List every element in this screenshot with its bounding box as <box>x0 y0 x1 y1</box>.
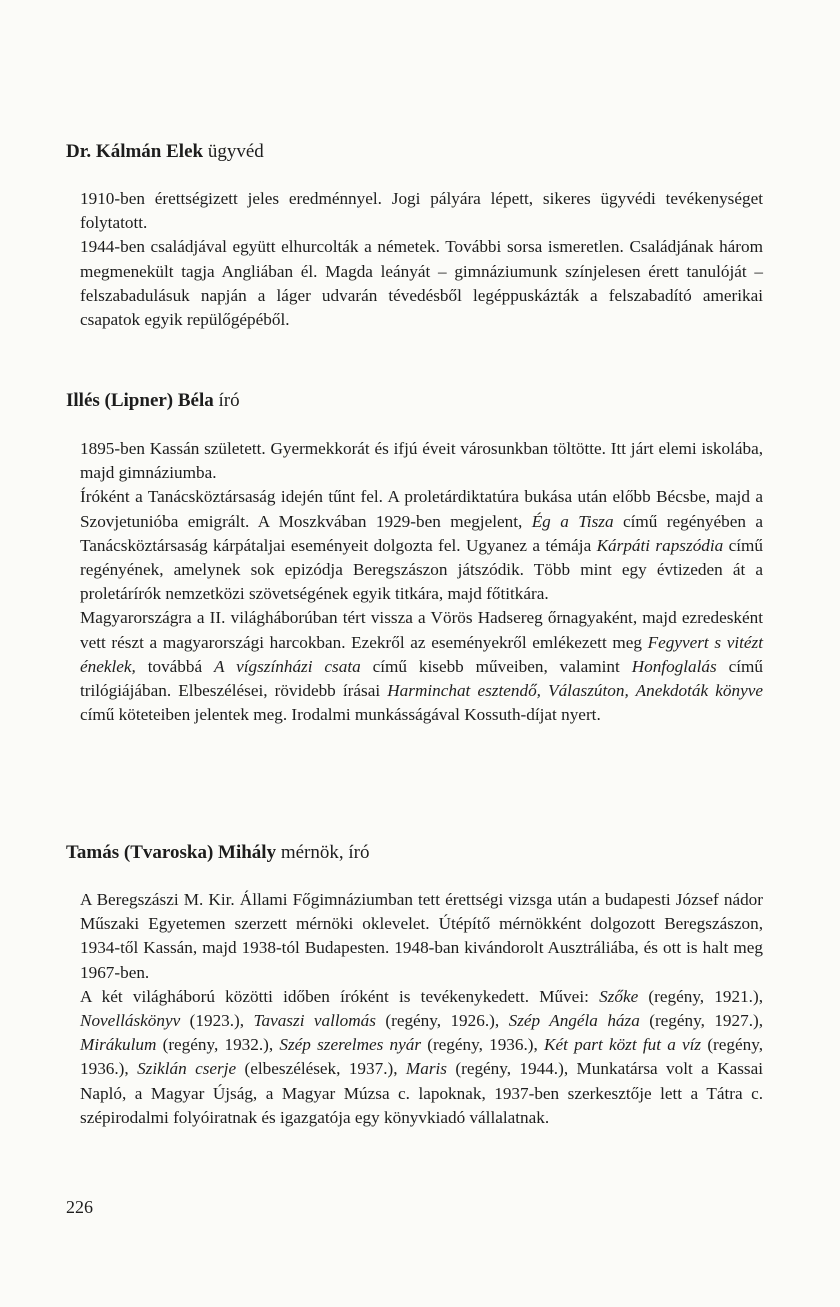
entry-body-kalman <box>80 187 763 332</box>
entry-name: Dr. Kálmán Elek <box>66 141 204 162</box>
work-title: Maris <box>405 1059 447 1079</box>
paragraph: A két világháború közötti időben íróként is tevékenykedett. Művei: Szőke (regény, 1921.), Novelláskönyv (1923.), Tavaszi vallomás (regény, 1926.), Szép Angéla háza (regény, 1927.), Mirákulum (regény, 1932.), Szép szerelmes nyár (regény, 1936.), Két part közt fut a víz (regény, 1936.), Sziklán cserje (elbeszélések, 1937.), Maris (regény, 1944.), Munkatársa volt a Kassai Napló, a Magyar Újság, a Magyar Múzsa c. lapoknak, 1937-ben szerkesztője lett a Tátra c. szépirodalmi folyóiratnak és igazgatója egy könyvkiadó vállalatnak. <box>80 986 764 1127</box>
work-title: Novelláskönyv <box>80 1011 181 1031</box>
work-title: Kárpáti rapszódia <box>596 535 724 555</box>
work-title: Szőke <box>599 986 639 1006</box>
entry-body-illes <box>80 437 763 727</box>
entry-name: Illés (Lipner) Béla <box>66 390 214 411</box>
entry-role: mérnök, író <box>280 842 370 863</box>
paragraph: A Beregszászi M. Kir. Állami Főgimnáziumban tett érettségi vizsga után a budapesti József nádor Műszaki Egyetemen szerzett mérnöki oklevelet. Útépítő mérnökként dolgozott Beregszászon, 1934-től Kassán, majd 1938-tól Budapesten. 1948-ban kivándorolt Ausztráliába, és ott is halt meg 1967-ben. <box>80 890 763 982</box>
work-title: Sziklán cserje <box>137 1059 237 1079</box>
entry-name: Tamás (Tvaroska) Mihály <box>66 842 277 863</box>
paragraph: Magyarországra a II. világháborúban tért vissza a Vörös Hadsereg őrnagyaként, majd ezredesként vett részt a magyarországi harcokban. Ezekről az eseményekről emlékezett meg Fegyvert s vitézt éneklek, továbbá A vígszínházi csata című kisebb műveiben, valamint Honfoglalás című trilógiájában. Elbeszélései, rövidebb írásai Harminchat esztendő, Válaszúton, Anekdoták könyve című köteteiben jelentek meg. Irodalmi munkásságával Kossuth-díjat nyert. <box>80 608 763 725</box>
paragraph: 1910-ben érettségizett jeles eredménnyel. Jogi pályára lépett, sikeres ügyvédi tevékenységet folytatott. <box>80 189 763 233</box>
work-title: Szép szerelmes nyár <box>279 1035 422 1055</box>
work-title: Ég a Tisza <box>531 511 614 531</box>
paragraph: Íróként a Tanácsköztársaság idején tűnt fel. A proletárdiktatúra bukása után előbb Bécsbe, majd a Szovjetunióba emigrált. A Moszkvában 1929-ben megjelent, Ég a Tisza című regényében a Tanácsköztársaság kárpátaljai eseményeit dolgozta fel. Ugyanez a témája Kárpáti rapszódia című regényének, amelynek sok epizódja Beregszászon játszódik. Több mint egy évtizeden át a proletárírók nemzetközi szövetségének egyik titkára, majd főtitkára. <box>80 487 763 604</box>
work-title: Két part közt fut a víz <box>544 1035 702 1055</box>
entry-heading-kalman <box>66 141 264 163</box>
work-title: A vígszínházi csata <box>214 656 361 676</box>
work-title: Mirákulum <box>80 1035 157 1055</box>
work-title: Szép Angéla háza <box>508 1011 640 1031</box>
paragraph: 1895-ben Kassán született. Gyermekkorát és ifjú éveit városunkban töltötte. Itt járt elemi iskolába, majd gimnáziumba. <box>80 439 763 483</box>
entry-role: író <box>218 390 240 411</box>
work-title: Honfoglalás <box>631 656 717 676</box>
entry-heading-tamas <box>66 842 370 864</box>
entry-heading-illes <box>66 390 240 412</box>
entry-role: ügyvéd <box>207 141 264 162</box>
entry-body-tamas <box>80 888 763 1130</box>
page-number: 226 <box>66 1197 93 1217</box>
paragraph: 1944-ben családjával együtt elhurcolták a németek. További sorsa ismeretlen. Családjának három megmenekült tagja Angliában él. Magda leányát – gimnáziumunk színjelesen érett tanulóját – felszabadulásuk napján a láger udvarán tévedésből legéppuskázták a felszabadító amerikai csapatok egyik repülőgépéből. <box>80 237 763 330</box>
work-title: Harminchat esztendő, Válaszúton, Anekdoták könyve <box>387 681 763 701</box>
work-title: Fegyvert s vitézt éneklek, <box>80 632 763 676</box>
work-title: Tavaszi vallomás <box>253 1011 376 1031</box>
